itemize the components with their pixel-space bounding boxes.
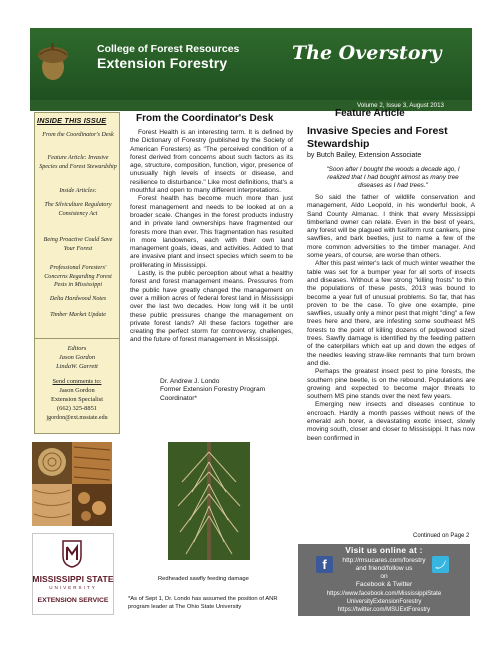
article-paragraph: Lastly, is the public perception about what a healthy forest and forest management means. Pressures from the public have greatly changed the management on over a million acres of federal forest land in Mississippi over the last two decades. How long will it be until these public pressures change the management on private forest lands? All these factors together are creating the perfect storm for controversy, challenges, and the future of forest management in Mississippi. (130, 270, 293, 344)
toc-item-feature[interactable]: Feature Article: Invasive Species and Forest Stewardship (39, 155, 117, 170)
toc-heading-inside: Inside Articles: (59, 188, 97, 194)
facebook-icon[interactable]: f (316, 556, 333, 573)
visit-text: on (380, 573, 388, 580)
facebook-link[interactable]: UniversityExtensionForestry (346, 599, 422, 605)
feature-quote: "Soon after I bought the woods a decade ago, I realized that I had bought almost as many tree diseases as I had trees." (326, 166, 460, 189)
article-paragraph: After this past winter's lack of much winter weather the table was set for a bumper year for all sorts of insects and diseases. Without a few strong "killing frosts" to thin the populations of these pests, 2013 was bound to become a year full of unusual problems. So far, that has proven to be the case. To give one example, pine sawflies, usually only a minor pest that might "ding" a few trees here and there, are infesting some southeast MS forests to the point of killing dozens of pulpwood sized trees. Sawfly damage is identified by the feeding pattern of the caterpillars which eat up and down the edges of the needles leaving straw-like remnants that turn brown and die. (307, 260, 475, 367)
msu-shield-icon (62, 540, 82, 568)
msu-logo-service: EXTENSION SERVICE (37, 597, 109, 604)
coordinator-article (130, 129, 293, 345)
facebook-link[interactable]: https://www.facebook.com/MississippiState (326, 591, 442, 597)
volume-info: Volume 2, Issue 3, August 2013 (356, 102, 444, 109)
msu-logo-university: UNIVERSITY (49, 585, 97, 590)
contact-email-link[interactable]: jgordon@ext.msstate.edu (46, 415, 108, 421)
visit-text: Facebook & Twitter (355, 581, 413, 588)
coordinator-heading: From the Coordinator's Desk (136, 113, 274, 124)
toc-item-coordinator[interactable]: From the Coordinator's Desk (42, 132, 114, 138)
signature-name: Dr. Andrew J. Londo (160, 378, 220, 385)
article-paragraph: Forest Health is an interesting term. It is defined by the Dictionary of Forestry (published by the Society of American Foresters) as "The perceived condition of a forest derived from concerns about such factors as its age, structure, composition, function, vigor, presence of unusually high levels of insects or disease, and resilience to disturbance." Like most definitions, that's a mouthful and open to many different interpretations. (130, 129, 293, 195)
wood-texture-image (32, 442, 112, 526)
continued-link[interactable]: Continued on Page 2 (413, 533, 470, 539)
feature-label: Feature Article (335, 108, 405, 119)
sidebar-divider (34, 338, 120, 339)
article-paragraph: Forest health has become much more than just forest management and needs to be looked at on a broader scale. Changes in the forest products industry and in private land ownerships have fragmented our forests more than ever. This fragmentation has resulted in more landowners, each with their own land management goals, ideas, and activities. Added to that are invasive plant and insect species which seem to be proliferating in Mississippi. (130, 195, 293, 269)
toc-item-silviculture[interactable]: The Silviculture Regulatory Consistency Act (44, 202, 112, 217)
msu-logo-name: MISSISSIPPI STATE (32, 574, 114, 584)
article-paragraph: Perhaps the greatest insect pest to pine forests, the southern pine beetle, is on the rebound. Populations are growing and expected to become major threats to southern MS pine stands over the next few years. (307, 368, 475, 401)
website-link[interactable]: http://msucares.com/forestry (342, 557, 426, 564)
toc-item-proactive[interactable]: Being Proactive Could Save Your Forest (43, 237, 113, 252)
send-comments-label: Send comments to: (52, 378, 102, 385)
signature-title: Coordinator* (160, 394, 198, 402)
article-paragraph: So said the father of wildlife conservation and management, Aldo Leopold, in his wonderful book, A Sand County Almanac. I think that every Mississippi timberland owner can relate. Even in the best of years, any forest will be plagued with fusiform rust cankers, pine sawflies, and bark beetles, just to name a few of the more common adversities to the timber manager. And some years, of course, are worse than others. (307, 194, 475, 260)
newsletter-title: The Overstory (292, 42, 442, 64)
toc-item-delta[interactable]: Delta Hardwood Notes (49, 296, 107, 302)
photo-caption: Redheaded sawfly feeding damage (158, 576, 249, 582)
contact-phone: (662) 325-8851 (57, 405, 97, 412)
signature-title: Former Extension Forestry Program (160, 386, 266, 394)
editor-name: Jason Gordon (58, 354, 96, 361)
coordinator-signature (160, 378, 265, 403)
toc-item-foresters[interactable]: Professional Foresters' Concerns Regarding Forest Pests in Mississippi (44, 265, 112, 288)
inside-issue-title: INSIDE THIS ISSUE (37, 116, 107, 125)
toc-item-timber[interactable]: Timber Market Update (50, 312, 106, 318)
contact-title: Extension Specialist (50, 396, 103, 403)
twitter-link[interactable]: https://twitter.com/MSUExtForestry (337, 607, 431, 613)
footnote: *As of Sept 1, Dr. Londo has assumed the position of ANR program leader at The Ohio State University (128, 596, 278, 610)
sawfly-damage-photo (168, 442, 250, 560)
editors-label: Editors (67, 345, 87, 352)
feature-title: Invasive Species and Forest Stewardship (307, 125, 448, 150)
article-paragraph: Emerging new insects and diseases continue to encroach. Hardly a month passes without news of the emerald ash borer, a devastating exotic insect, slowly moving south, closer and closer to Mississippi. It has now been confirmed in (307, 401, 475, 442)
acorn-icon (36, 42, 70, 82)
feature-byline: by Butch Bailey, Extension Associate (307, 152, 422, 159)
feature-article (307, 194, 475, 443)
visit-title: Visit us online at : (345, 545, 423, 555)
department-name: Extension Forestry (97, 55, 228, 71)
contact-name: Jason Gordon (59, 387, 95, 394)
visit-text: and friend/follow us (355, 565, 413, 572)
college-name: College of Forest Resources (97, 43, 240, 55)
editor-name: LindaW. Garrett (56, 363, 98, 370)
